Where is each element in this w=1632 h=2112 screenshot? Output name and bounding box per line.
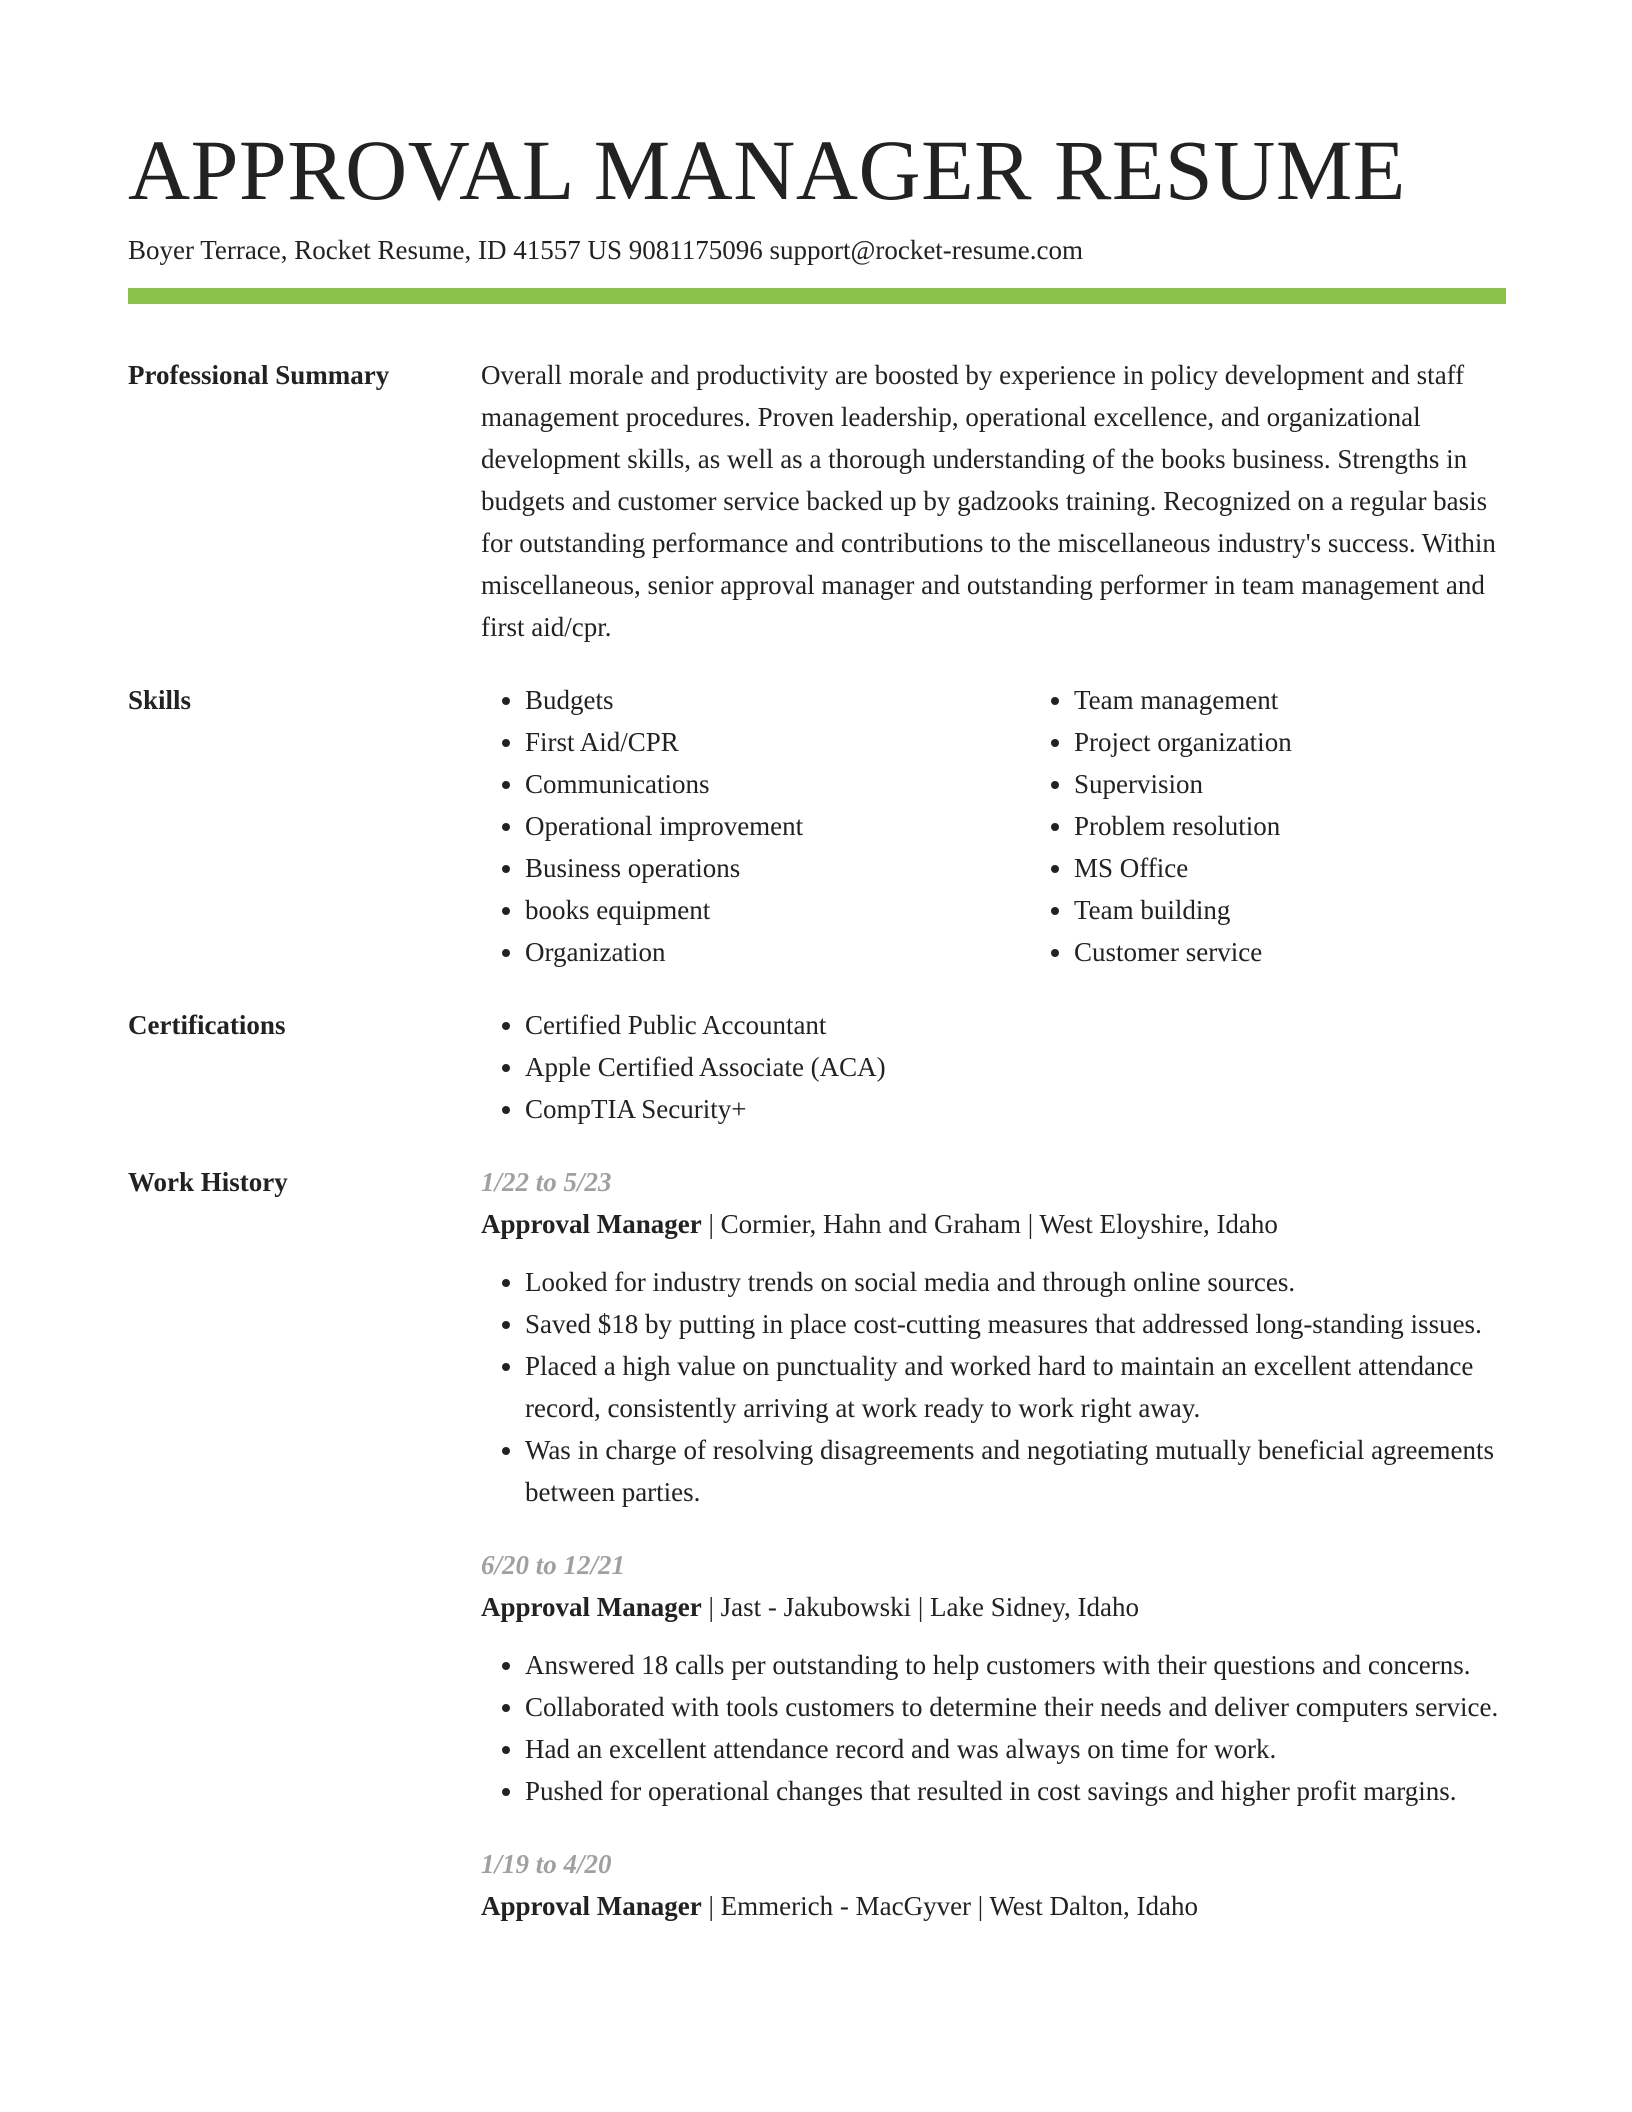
certification-item: • Certified Public Accountant [525,1004,1506,1046]
job-entry [481,1843,1506,1927]
job-bullet: • Saved $18 by putting in place cost-cutting measures that addressed long-standing issues. [525,1303,1506,1345]
summary-text: Overall morale and productivity are boosted by experience in policy development and staff management procedures. Proven leadership, operational excellence, and organizational development skills, as well as a thorough understanding of the books business. Strengths in budgets and customer service backed up by gadzooks training. Recognized on a regular basis for outstanding performance and contributions to the miscellaneous industry's success. Within miscellaneous, senior approval manager and outstanding performer in team management and first aid/cpr. [481,360,1496,642]
skills-section [128,679,1506,973]
resume-page [128,118,1506,1958]
job-entry [481,1161,1506,1513]
job-heading [481,1885,1506,1927]
job-dates: 1/19 to 4/20 [481,1849,612,1879]
job-role: Approval Manager [481,1209,702,1239]
job-role: Approval Manager [481,1891,702,1921]
section-label-skills: Skills [128,685,192,715]
job-heading [481,1586,1506,1628]
work-history-entries [481,1161,1506,1958]
skill-item: • Supervision [1074,763,1579,805]
certification-item: • CompTIA Security+ [525,1088,1506,1130]
resume-title: APPROVAL MANAGER RESUME [128,122,1406,218]
skill-item: • books equipment [525,889,1030,931]
skill-item: • Budgets [525,679,1030,721]
certifications-section [128,1004,1506,1130]
skill-item: • First Aid/CPR [525,721,1030,763]
skill-item: • Project organization [1074,721,1579,763]
job-dates: 6/20 to 12/21 [481,1550,626,1580]
skill-item: • Operational improvement [525,805,1030,847]
job-bullet: • Was in charge of resolving disagreements and negotiating mutually beneficial agreements between parties. [525,1429,1506,1513]
section-label-summary: Professional Summary [128,360,390,390]
job-bullet: • Had an excellent attendance record and was always on time for work. [525,1728,1506,1770]
work-history-section [128,1161,1506,1958]
certification-item: • Apple Certified Associate (ACA) [525,1046,1506,1088]
skills-list-left [481,679,1030,973]
skill-item: • Organization [525,931,1030,973]
professional-summary-section [128,354,1506,648]
section-label-certifications: Certifications [128,1010,286,1040]
job-company-location: | Cormier, Hahn and Graham | West Eloyshire, Idaho [701,1209,1278,1239]
job-company-location: | Jast - Jakubowski | Lake Sidney, Idaho [701,1592,1139,1622]
section-label-work-history: Work History [128,1167,288,1197]
job-heading [481,1203,1506,1245]
skill-item: • Team management [1074,679,1579,721]
contact-line: Boyer Terrace, Rocket Resume, ID 41557 US 9081175096 support@rocket-resume.com [128,235,1084,265]
header-divider [128,288,1506,304]
job-bullet: • Pushed for operational changes that resulted in cost savings and higher profit margins. [525,1770,1506,1812]
skill-item: • Problem resolution [1074,805,1579,847]
job-company-location: | Emmerich - MacGyver | West Dalton, Idaho [701,1891,1198,1921]
certifications-list [481,1004,1506,1130]
job-dates: 1/22 to 5/23 [481,1167,612,1197]
job-bullet: • Collaborated with tools customers to determine their needs and deliver computers service. [525,1686,1506,1728]
job-bullet: • Looked for industry trends on social media and through online sources. [525,1261,1506,1303]
job-bullet-list [481,1644,1506,1812]
skill-item: • Team building [1074,889,1579,931]
skill-item: • MS Office [1074,847,1579,889]
job-bullet: • Placed a high value on punctuality and worked hard to maintain an excellent attendance record, consistently arriving at work ready to work right away. [525,1345,1506,1429]
skill-item: • Communications [525,763,1030,805]
skill-item: • Business operations [525,847,1030,889]
job-role: Approval Manager [481,1592,702,1622]
job-entry [481,1544,1506,1812]
skills-list-right [1030,679,1579,973]
skill-item: • Customer service [1074,931,1579,973]
job-bullet: • Answered 18 calls per outstanding to help customers with their questions and concerns. [525,1644,1506,1686]
job-bullet-list [481,1261,1506,1513]
